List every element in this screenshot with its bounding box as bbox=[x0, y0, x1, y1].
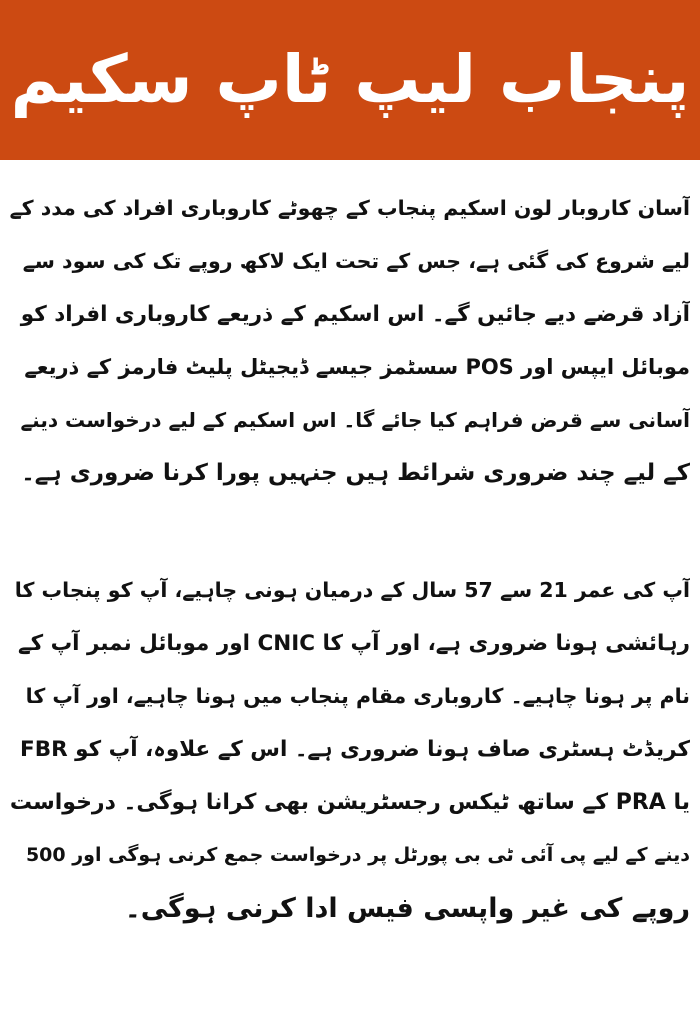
paragraph-line: آسان کاروبار لون اسکیم پنجاب کے چھوٹے کاروباری افراد کی مدد کے bbox=[10, 196, 690, 220]
paragraph-line: کریڈٹ ہسٹری صاف ہونا ضروری ہے۔ اس کے علاوہ، آپ کو FBR bbox=[20, 737, 690, 762]
paragraph-line: رہائشی ہونا ضروری ہے، اور آپ کا CNIC اور موبائل نمبر آپ کے bbox=[17, 631, 690, 656]
article-body bbox=[0, 172, 700, 1022]
paragraph-line: آزاد قرضے دیے جائیں گے۔ اس اسکیم کے ذریعے کاروباری افراد کو bbox=[20, 302, 690, 327]
paragraph-line: آپ کی عمر 21 سے 57 سال کے درمیان ہونی چاہیے، آپ کو پنجاب کا bbox=[14, 578, 690, 602]
paragraph-eligibility bbox=[0, 564, 700, 935]
banner-divider bbox=[0, 160, 700, 164]
paragraph-line: موبائل ایپس اور POS سسٹمز جیسے ڈیجیٹل پلیٹ فارمز کے ذریعے bbox=[24, 355, 690, 379]
paragraph-line: لیے شروع کی گئی ہے، جس کے تحت ایک لاکھ روپے تک کی سود سے bbox=[22, 249, 690, 273]
title-banner bbox=[0, 0, 700, 160]
page-title: پنجاب لیپ ٹاپ سکیم bbox=[10, 41, 690, 118]
paragraph-line: آسانی سے قرض فراہم کیا جائے گا۔ اس اسکیم کے لیے درخواست دینے bbox=[20, 408, 690, 432]
paragraph-line: کے لیے چند ضروری شرائط ہیں جنہیں پورا کرنا ضروری ہے۔ bbox=[21, 460, 690, 486]
paragraph-line: یا PRA کے ساتھ ٹیکس رجسٹریشن بھی کرانا ہوگی۔ درخواست bbox=[10, 790, 690, 815]
paragraph-line: دینے کے لیے پی آئی ٹی بی پورٹل پر درخواست جمع کرنی ہوگی اور 500 bbox=[25, 844, 690, 866]
paragraph-loan-scheme bbox=[0, 182, 700, 500]
paragraph-line: روپے کی غیر واپسی فیس ادا کرنی ہوگی۔ bbox=[124, 893, 690, 924]
paragraph-line: نام پر ہونا چاہیے۔ کاروباری مقام پنجاب میں ہونا چاہیے، اور آپ کا bbox=[25, 684, 690, 708]
